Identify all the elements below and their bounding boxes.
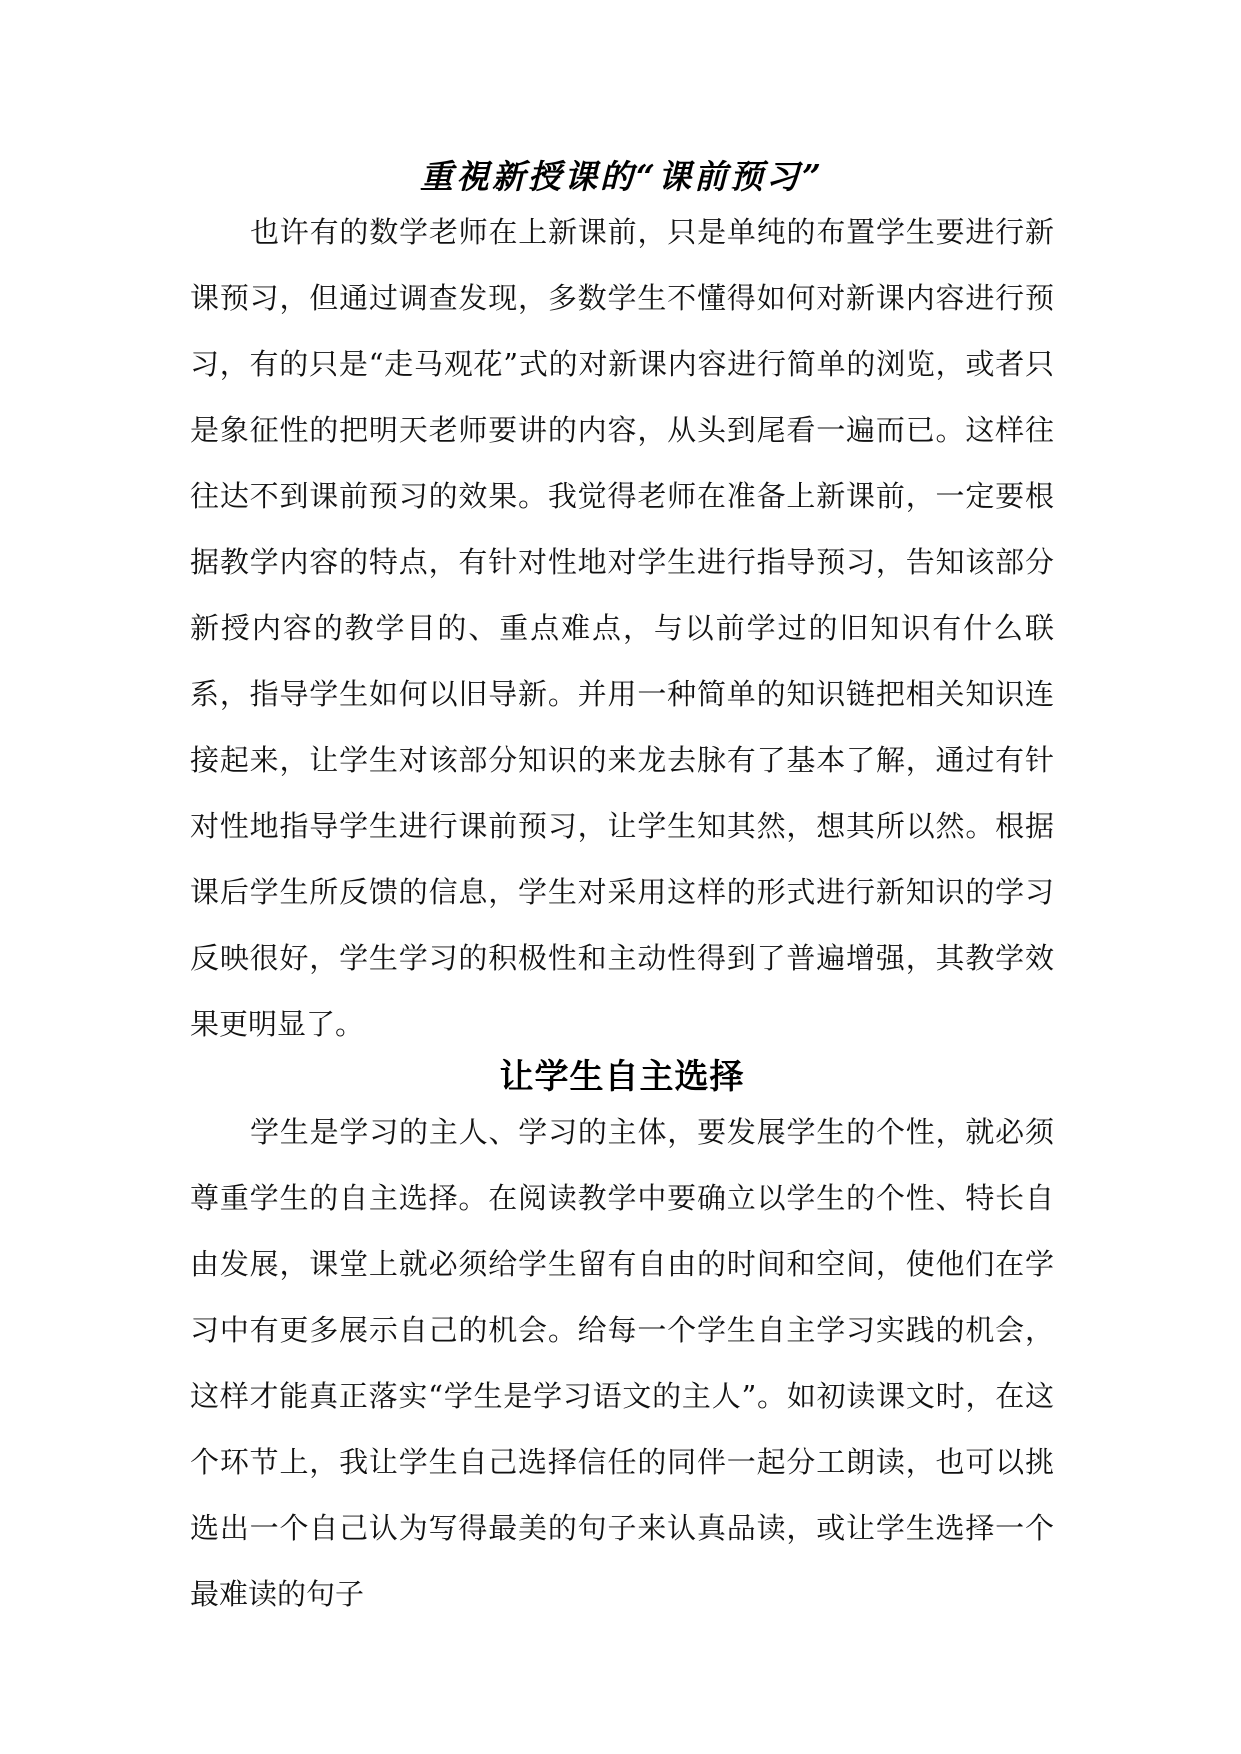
section-title-autonomy: 让学生自主选择	[499, 1057, 745, 1097]
section-paragraph-autonomy: 学生是学习的主人、学习的主体，要发展学生的个性，就必须尊重学生的自主选择。在阅读教学中要确立以学生的个性、特长自由发展，课堂上就必须给学生留有自由的时间和空间，使他们在学习中有更多展示自己的机会。给每一个学生自主学习实践的机会，这样才能真正落实“学生是学习语文的主人”。如初读课文时，在这个环节上，我让学生自己选择信任的同伴一起分工朗读，也可以挑选出一个自己认为写得最美的句子来认真品读，或让学生选择一个最难读的句子	[190, 1115, 1054, 1611]
section-paragraph-preview: 也许有的数学老师在上新课前，只是单纯的布置学生要进行新课预习，但通过调查发现，多数学生不懂得如何对新课内容进行预习，有的只是“走马观花”式的对新课内容进行简单的浏览，或者只是象征性的把明天老师要讲的内容，从头到尾看一遍而已。这样往往达不到课前预习的效果。我觉得老师在准备上新课前，一定要根据教学内容的特点，有针对性地对学生进行指导预习，告知该部分新授内容的教学目的、重点难点，与以前学过的旧知识有什么联系，指导学生如何以旧导新。并用一种简单的知识链把相关知识连接起来，让学生对该部分知识的来龙去脉有了基本了解，通过有针对性地指导学生进行课前预习，让学生知其然，想其所以然。根据课后学生所反馈的信息，学生对采用这样的形式进行新知识的学习反映很好，学生学习的积极性和主动性得到了普遍增强，其教学效果更明显了。	[190, 215, 1054, 1041]
section-title-preview: 重視新授课的“课前预习”	[420, 157, 824, 196]
